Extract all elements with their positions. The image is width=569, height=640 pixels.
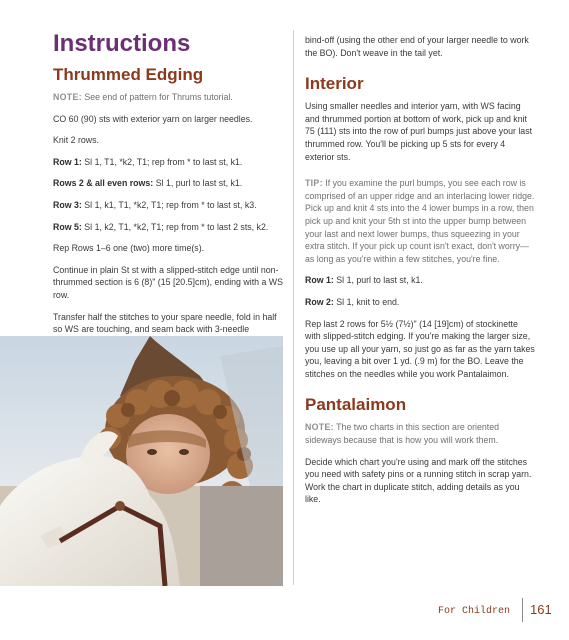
paragraph: bind-off (using the other end of your larger needle to work the BO). Don't weave in the tail yet. <box>305 35 529 58</box>
tip-text: If you examine the purl bumps, you see each row is comprised of an upper ridge and an interlacing lower ridge. Pick up and knit 4 sts into the 4 lower bumps in a row, then pick up and knit your 5th st into the upper bump between your last and next lower bumps, thus squeezing in your extra stitch. If your pick up count isn't exact, don't worry—as long as you're within a few stitches, you're fine. <box>305 178 535 264</box>
note-label: NOTE: <box>53 92 82 102</box>
footer-divider <box>522 598 523 622</box>
footer-section-label: For Children <box>438 606 511 617</box>
tip <box>305 177 535 265</box>
left-column <box>53 30 283 345</box>
row-label: Row 5: <box>53 221 82 232</box>
paragraph: Rep Rows 1–6 one (two) more time(s). <box>53 243 205 254</box>
note <box>305 421 535 446</box>
paragraph: Rep last 2 rows for 5½ (7½)" (14 [19]cm) of stockinette with slipped-stitch edging. If you're making the larger size, you use up all your yarn, so just go as far as the yarn takes you, leaving a bit over 1 yd. (.9 m) for the BO. Leave the stitches on the needles while you work Pantalaimon. <box>305 318 535 379</box>
column-divider <box>293 30 294 585</box>
row-instruction <box>305 296 535 309</box>
row-text: Sl 1, T1, *k2, T1; rep from * to last st, k1. <box>84 156 243 167</box>
row-instruction <box>53 177 283 190</box>
row-label: Rows 2 & all even rows: <box>53 178 154 189</box>
note-text: The two charts in this section are oriented sideways because that is how you will work them. <box>305 422 499 446</box>
paragraph: CO 60 (90) sts with exterior yarn on larger needles. <box>53 113 253 124</box>
row-instruction <box>53 199 283 212</box>
page-title: Instructions <box>53 30 191 57</box>
row-instruction <box>53 156 283 169</box>
right-column <box>305 34 535 515</box>
row-label: Row 1: <box>53 156 82 167</box>
row-instruction <box>53 221 283 234</box>
paragraph: Using smaller needles and interior yarn, with WS facing and thrummed portion at bottom of work, pick up and knit 75 (111) sts into the row of purl bumps just above your last thrummed row. You'll be picking up 5 sts for every 4 exterior sts. <box>305 101 533 162</box>
row-text: Sl 1, k1, T1, *k2, T1; rep from * to last st, k3. <box>84 199 257 210</box>
row-instruction <box>305 274 535 287</box>
child-with-horse-photo <box>0 336 283 586</box>
paragraph: Transfer half the stitches to your spare needle, fold in half so WS are touching, and seam back with 3-needle <box>53 311 277 335</box>
row-text: Sl 1, knit to end. <box>336 296 400 307</box>
note-text: See end of pattern for Thrums tutorial. <box>84 92 233 102</box>
note <box>53 91 283 104</box>
row-text: Sl 1, purl to last st, k1. <box>336 275 423 286</box>
row-label: Row 3: <box>53 199 82 210</box>
section-interior: Interior <box>305 74 364 94</box>
paragraph: Decide which chart you're using and mark off the stitches you need with safety pins or a running stitch in scrap yarn. Work the chart in duplicate stitch, adding details as you like. <box>305 456 532 505</box>
row-label: Row 1: <box>305 275 334 286</box>
row-label: Row 2: <box>305 296 334 307</box>
note-label: NOTE: <box>305 422 334 433</box>
page-number: 161 <box>530 602 552 617</box>
section-pantalaimon: Pantalaimon <box>305 395 407 415</box>
row-text: Sl 1, purl to last st, k1. <box>155 178 243 189</box>
section-thrummed-edging: Thrummed Edging <box>53 65 204 84</box>
paragraph: Knit 2 rows. <box>53 135 99 146</box>
tip-label: TIP: <box>305 178 323 189</box>
row-text: Sl 1, k2, T1, *k2, T1; rep from * to last 2 sts, k2. <box>84 221 269 232</box>
paragraph: Continue in plain St st with a slipped-stitch edge until non-thrummed section is 6 (8)" (15 [20.5]cm), ending with a WS row. <box>53 264 283 300</box>
